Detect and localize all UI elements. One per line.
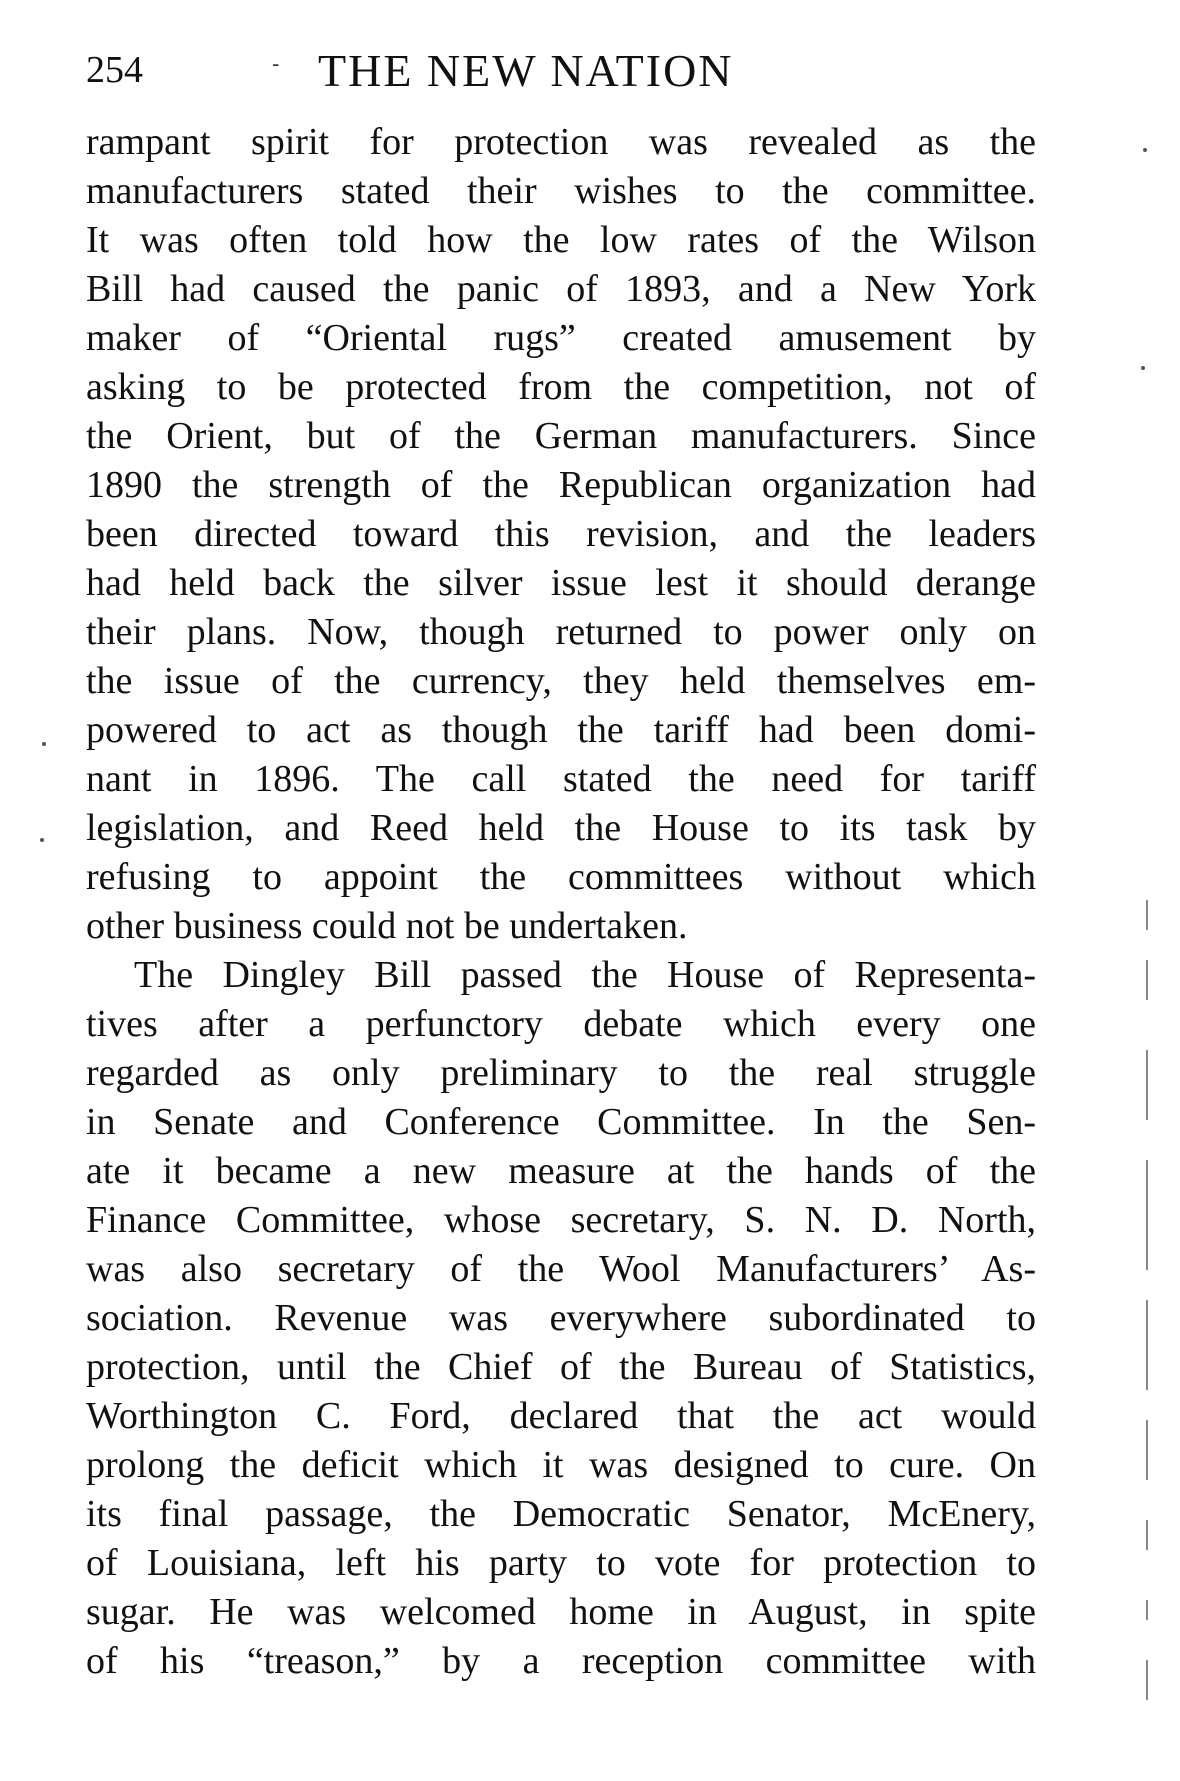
- text-line: the issue of the currency, they held themselves em-: [86, 660, 1036, 702]
- body-text: [86, 118, 1036, 1686]
- text-line: their plans. Now, though returned to power only on: [86, 611, 1036, 653]
- text-line: of Louisiana, left his party to vote for protection to: [86, 1542, 1036, 1584]
- page-number: 254: [86, 49, 143, 91]
- scan-speck: [40, 838, 44, 842]
- header-dash-mark: -: [272, 52, 280, 77]
- text-line: Bill had caused the panic of 1893, and a New York: [86, 268, 1036, 310]
- text-line: refusing to appoint the committees without which: [86, 856, 1036, 898]
- text-line: was also secretary of the Wool Manufacturers’ As-: [86, 1248, 1036, 1290]
- text-line: Worthington C. Ford, declared that the act would: [86, 1395, 1036, 1437]
- text-line: Finance Committee, whose secretary, S. N. D. North,: [86, 1199, 1036, 1241]
- text-line: protection, until the Chief of the Bureau of Statistics,: [86, 1346, 1036, 1388]
- paragraph-end-line: other business could not be undertaken.: [86, 905, 688, 947]
- scan-margin-marks: [1140, 900, 1154, 1760]
- text-line: legislation, and Reed held the House to its task by: [86, 807, 1036, 849]
- text-line: had held back the silver issue lest it should derange: [86, 562, 1036, 604]
- scan-speck: [1141, 366, 1145, 370]
- text-line: asking to be protected from the competition, not of: [86, 366, 1036, 408]
- text-line: rampant spirit for protection was revealed as the: [86, 121, 1036, 163]
- text-line: maker of “Oriental rugs” created amusement by: [86, 317, 1036, 359]
- text-line: of his “treason,” by a reception committee with: [86, 1640, 1036, 1682]
- text-line: the Orient, but of the German manufacturers. Since: [86, 415, 1036, 457]
- text-line: nant in 1896. The call stated the need for tariff: [86, 758, 1036, 800]
- text-line: manufacturers stated their wishes to the committee.: [86, 170, 1036, 212]
- text-line: sugar. He was welcomed home in August, in spite: [86, 1591, 1036, 1633]
- text-line: powered to act as though the tariff had been domi-: [86, 709, 1036, 751]
- text-line: 1890 the strength of the Republican organization had: [86, 464, 1036, 506]
- scan-speck: [42, 742, 46, 746]
- text-line: prolong the deficit which it was designed to cure. On: [86, 1444, 1036, 1486]
- text-line: It was often told how the low rates of the Wilson: [86, 219, 1036, 261]
- running-title: THE NEW NATION: [318, 45, 734, 96]
- text-line: in Senate and Conference Committee. In the Sen-: [86, 1101, 1036, 1143]
- scan-speck: [1143, 148, 1147, 152]
- paragraph-start-line: The Dingley Bill passed the House of Representa-: [134, 954, 1036, 996]
- text-line: regarded as only preliminary to the real struggle: [86, 1052, 1036, 1094]
- text-line: been directed toward this revision, and the leaders: [86, 513, 1036, 555]
- text-line: sociation. Revenue was everywhere subordinated to: [86, 1297, 1036, 1339]
- text-line: its final passage, the Democratic Senator, McEnery,: [86, 1493, 1036, 1535]
- running-head: [86, 40, 1046, 100]
- text-line: ate it became a new measure at the hands of the: [86, 1150, 1036, 1192]
- text-line: tives after a perfunctory debate which every one: [86, 1003, 1036, 1045]
